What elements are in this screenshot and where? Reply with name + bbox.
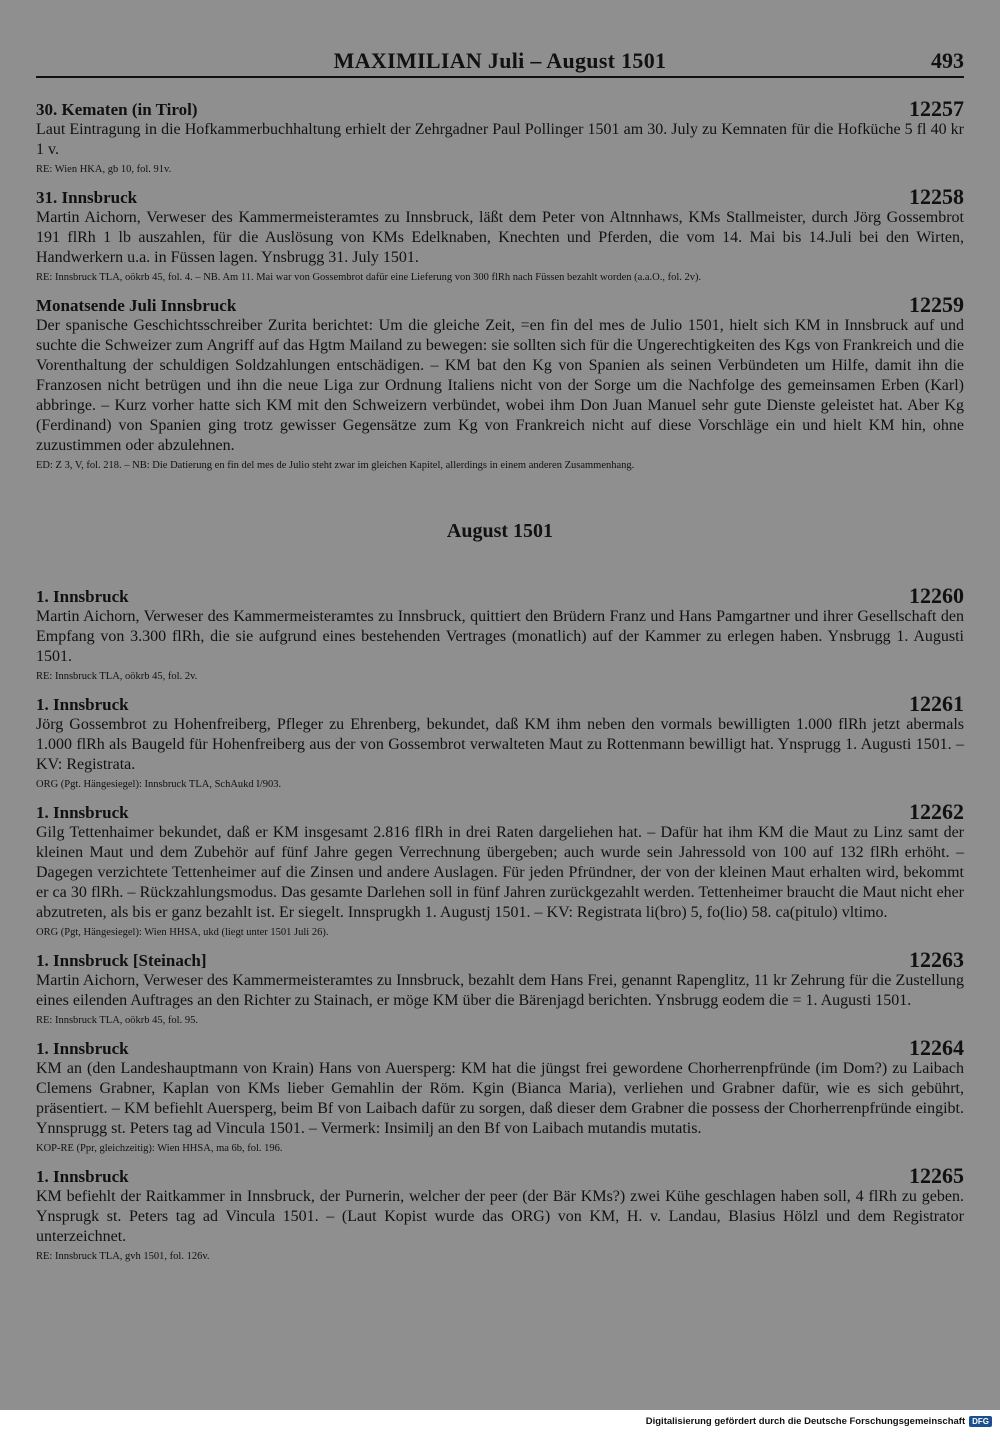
- footer-text: Digitalisierung gefördert durch die Deutsche Forschungsgemeinschaft: [645, 1416, 966, 1427]
- august-entries: [36, 583, 964, 1265]
- entry-source: KOP-RE (Ppr, gleichzeitig): Wien HHSA, ma 6b, fol. 196.: [36, 1143, 283, 1154]
- entry: [36, 96, 964, 178]
- footer-credit: [646, 1416, 992, 1427]
- entry-header: [36, 691, 964, 715]
- entry-header: [36, 292, 964, 316]
- entry-body: Gilg Tettenhaimer bekundet, daß er KM insgesamt 2.816 flRh in drei Raten dargeliehen hat. – Dafür hat ihm KM die Maut zu Linz samt der kleinen Maut und dem Zubehör auf fünf Jahre gegen Verrechnung übergeben; auch wurde sein Jahressold von 100 auf 132 flRh erhöht. – Dagegen verzichtete Tettenheimer auf die Zinsen und andere Auslagen. Für jeden Pfründner, der von der kleinen Maut erhalten wird, bekommt er ca 30 flRh. – Rückzahlungsmodus. Das gesamte Darlehen soll in fünf Jahren zurückgezahlt werden. Tettenheimer braucht die Maut nicht eher abzutreten, als bis er ganz bezahlt ist. Er siegelt. Innsprugkh 1. Augustj 1501. – KV: Registrata li(bro) 5, fo(lio) 58. ca(pitulo) vltimo.: [36, 824, 964, 921]
- entry: [36, 292, 964, 474]
- entries-container: [36, 96, 964, 1271]
- entry-body: Der spanische Geschichtsschreiber Zurita berichtet: Um die gleiche Zeit, =en fin del mes de Julio 1501, hielt sich KM in Innsbruck auf und suchte die Schweizer zum Angriff auf das Hgtm Mailand zu bewegen: sie sollten sich für die Ungerechtigkeiten des Kgs von Frankreich und die Vorenthaltung der schuldigen Soldzahlungen entschädigen. – KM bat den Kg von Spanien als seinen Verbündeten um Hilfe, damit ihn die Franzosen nicht betrügen und ihn die neue Liga zur Ordnung Italiens nicht von der Sorge um die Nachfolge des gemeinsamen Erben (Karl) abbringe. – Kurz vorher hatte sich KM mit den Schweizern verbündet, wobei ihm Don Juan Manuel sehr gute Dienste geleistet hat. Aber Kg (Ferdinand) von Spanien ging trotz gewisser Gegensätze zum Kg von Frankreich nicht auf diese Vorschläge ein und hielt KM hin, ohne zuzustimmen oder abzulehnen.: [36, 317, 964, 454]
- entry-number: 12260: [909, 583, 964, 608]
- entry-body: Martin Aichorn, Verweser des Kammermeisteramtes zu Innsbruck, bezahlt dem Hans Frei, genannt Rapenglitz, 11 kr Zehrung für die Zustellung eines eilenden Auftrages an den Richter zu Stainach, er möge KM über die Bärenjagd berichten. Ynsbrugg eodem die = 1. Augusti 1501.: [36, 972, 964, 1009]
- month-heading: August 1501: [446, 520, 554, 542]
- entry-source: RE: Innsbruck TLA, oökrb 45, fol. 4. – NB. Am 11. Mai war von Gossembrot dafür eine Lieferung von 300 flRh nach Füssen bezahlt worden (a.a.O., fol. 2v).: [36, 272, 702, 283]
- entry: [36, 1035, 964, 1157]
- entry-title: 30. Kematen (in Tirol): [36, 100, 198, 119]
- entry-body: Martin Aichorn, Verweser des Kammermeisteramtes zu Innsbruck, quittiert den Brüdern Franz und Hans Pamgartner und ihrer Gesellschaft den Empfang von 3.300 flRh, die sie aufgrund eines bestehenden Vertrages (monatlich) auf der Kammer zu erlegen haben. Ynsbrugg 1. Augusti 1501.: [36, 608, 964, 665]
- entry-body: Jörg Gossembrot zu Hohenfreiberg, Pfleger zu Ehrenberg, bekundet, daß KM ihm neben den vormals bewilligten 1.000 flRh jetzt abermals 1.000 flRh als Baugeld für Hohenfreiberg aus der von Gossembrot verwalteten Maut zu Rottenmann bewilligt hat. Ynsprugg 1. Augusti 1501. – KV: Registrata.: [36, 716, 964, 773]
- entry: [36, 184, 964, 286]
- page-header: [36, 44, 964, 78]
- entry-body: KM befiehlt der Raitkammer in Innsbruck, der Purnerin, welcher der peer (der Bär KMs?) zwei Kühe geschlagen haben soll, 4 flRh zu geben. Ynsprugk st. Peters tag ad Vincula 1501. – (Laut Kopist wurde das ORG) von KM, H. v. Landau, Blasius Hölzl und dem Registrator unterzeichnet.: [36, 1188, 964, 1245]
- entry-number: 12262: [909, 799, 964, 824]
- entry-number: 12265: [909, 1163, 964, 1188]
- entry: [36, 1163, 964, 1265]
- entry-body: Martin Aichorn, Verweser des Kammermeisteramtes zu Innsbruck, läßt dem Peter von Altnnhaws, KMs Stallmeister, durch Jörg Gossembrot 191 flRh 1 lb auszahlen, für die Auslösung von KMs Edelknaben, Knechten und Pferden, die vom 14. Mai bis 14.Juli bei den Wirten, Handwerkern u.a. in Füssen lagen. Ynsbrugg 31. July 1501.: [36, 209, 964, 266]
- entry-title: Monatsende Juli Innsbruck: [36, 296, 237, 315]
- entry-number: 12264: [909, 1035, 964, 1060]
- entry-title: 1. Innsbruck: [36, 1039, 129, 1058]
- entry: [36, 691, 964, 793]
- entry-header: [36, 947, 964, 971]
- entry-source: ORG (Pgt. Hängesiegel): Innsbruck TLA, SchAukd I/903.: [36, 779, 282, 790]
- entry-number: 12261: [909, 691, 964, 716]
- entry: [36, 947, 964, 1029]
- entry-number: 12259: [909, 292, 964, 317]
- entry-source: RE: Innsbruck TLA, oökrb 45, fol. 95.: [36, 1015, 198, 1026]
- entry-number: 12263: [909, 947, 964, 972]
- entry-source: ED: Z 3, V, fol. 218. – NB: Die Datierung en fin del mes de Julio steht zwar im gleichen Kapitel, allerdings in einem anderen Zusammenhang.: [36, 460, 635, 471]
- entry-header: [36, 1163, 964, 1187]
- entry-title: 1. Innsbruck: [36, 1167, 129, 1186]
- entry-title: 1. Innsbruck: [36, 695, 129, 714]
- dfg-logo: DFG: [969, 1416, 992, 1427]
- header-rule: [36, 76, 964, 78]
- entry-source: RE: Wien HKA, gb 10, fol. 91v.: [36, 164, 172, 175]
- entry-number: 12257: [909, 96, 964, 121]
- entry-header: [36, 96, 964, 120]
- entry-title: 31. Innsbruck: [36, 188, 138, 207]
- entry-source: ORG (Pgt, Hängesiegel): Wien HHSA, ukd (liegt unter 1501 Juli 26).: [36, 927, 329, 938]
- running-title: MAXIMILIAN Juli – August 1501: [333, 48, 667, 73]
- entry-header: [36, 583, 964, 607]
- entry-source: RE: Innsbruck TLA, oökrb 45, fol. 2v.: [36, 671, 198, 682]
- entry-number: 12258: [909, 184, 964, 209]
- entry: [36, 799, 964, 941]
- entry-title: 1. Innsbruck [Steinach]: [36, 951, 207, 970]
- entry: [36, 583, 964, 685]
- entry-title: 1. Innsbruck: [36, 587, 129, 606]
- entry-title: 1. Innsbruck: [36, 803, 129, 822]
- july-entries: [36, 96, 964, 474]
- entry-header: [36, 799, 964, 823]
- page-number: 493: [931, 48, 964, 73]
- entry-header: [36, 184, 964, 208]
- entry-source: RE: Innsbruck TLA, gvh 1501, fol. 126v.: [36, 1251, 210, 1262]
- entry-body: Laut Eintragung in die Hofkammerbuchhaltung erhielt der Zehrgadner Paul Pollinger 1501 am 30. July zu Kemnaten für die Hofküche 5 fl 40 kr 1 v.: [36, 121, 964, 158]
- entry-header: [36, 1035, 964, 1059]
- entry-body: KM an (den Landeshauptmann von Krain) Hans von Auersperg: KM hat die jüngst frei gewordene Chorherrenpfründe (im Dom?) zu Laibach Clemens Grabner, Kaplan von KMs lieber Gemahlin der Röm. Kgin (Bianca Maria), verliehen und Grabner dafür, wie es sich gebührt, präsentiert. – KM befiehlt Auersperg, beim Bf von Laibach dafür zu sorgen, daß dieser dem Grabner die possess der Chorherrenpfründe eingibt. Ynnsprugg st. Peters tag ad Vincula 1501. – Vermerk: Insimilj an den Bf von Laibach mutandis mutatis.: [36, 1060, 964, 1137]
